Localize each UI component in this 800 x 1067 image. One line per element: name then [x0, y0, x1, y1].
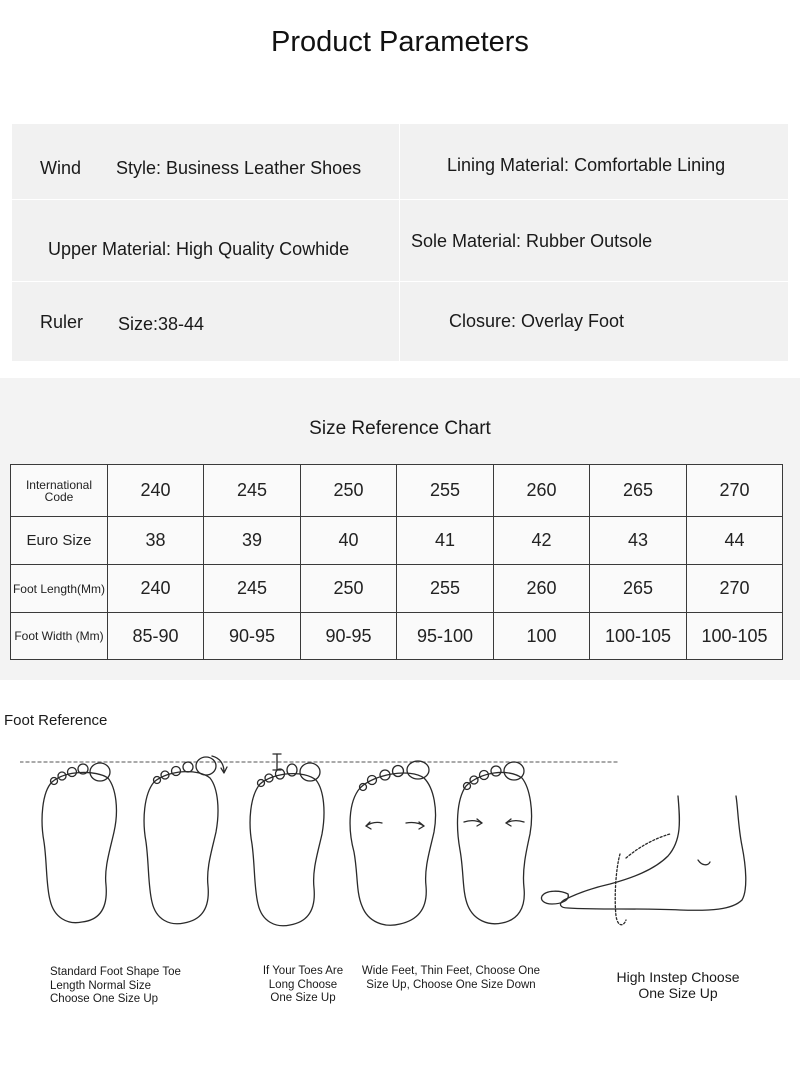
row-header: International Code: [11, 465, 108, 517]
foot-standard-icon: [42, 763, 116, 923]
table-row: [11, 565, 783, 613]
table-cell: 255: [397, 565, 494, 613]
foot-long-toe-icon: [144, 756, 227, 924]
foot-thin-icon: [458, 762, 532, 924]
page-title: Product Parameters: [271, 26, 529, 58]
table-cell: 41: [397, 517, 494, 565]
param-size: Size:38-44: [118, 314, 205, 334]
table-cell: 40: [301, 517, 397, 565]
table-cell: 90-95: [204, 613, 301, 660]
foot-high-instep-icon: [541, 796, 745, 925]
table-cell: 42: [494, 517, 590, 565]
table-cell: 265: [590, 465, 687, 517]
table-cell: 44: [687, 517, 783, 565]
table-cell: 260: [494, 565, 590, 613]
param-wind-label: Wind: [40, 158, 82, 178]
table-cell: 240: [108, 465, 204, 517]
foot-toes-long-icon: [250, 754, 324, 926]
param-lining-material: Lining Material: Comfortable Lining: [447, 155, 726, 175]
table-cell: 270: [687, 465, 783, 517]
column-divider: [399, 124, 400, 361]
row-divider: [12, 281, 788, 282]
table-row: [11, 517, 783, 565]
row-header: Foot Width (Mm): [11, 613, 108, 660]
param-closure: Closure: Overlay Foot: [449, 311, 625, 331]
product-parameters-panel: [12, 124, 788, 361]
table-row: [11, 465, 783, 517]
caption-wide-thin-feet: Wide Feet, Thin Feet, Choose One Size Up, Choose One Size Down: [361, 965, 541, 991]
table-cell: 95-100: [397, 613, 494, 660]
table-cell: 250: [301, 465, 397, 517]
param-style: Style: Business Leather Shoes: [116, 158, 362, 178]
row-header: Euro Size: [11, 517, 108, 565]
table-cell: 100-105: [687, 613, 783, 660]
caption-standard-foot: Standard Foot Shape Toe Length Normal Size Choose One Size Up: [50, 966, 181, 1005]
table-cell: 240: [108, 565, 204, 613]
caption-high-instep: High Instep Choose One Size Up: [616, 969, 740, 1001]
row-divider: [12, 199, 788, 200]
param-ruler-label: Ruler: [40, 312, 84, 332]
table-cell: 245: [204, 465, 301, 517]
table-cell: 38: [108, 517, 204, 565]
size-reference-table: [10, 464, 783, 660]
table-cell: 245: [204, 565, 301, 613]
table-cell: 270: [687, 565, 783, 613]
table-cell: 90-95: [301, 613, 397, 660]
table-cell: 85-90: [108, 613, 204, 660]
table-cell: 39: [204, 517, 301, 565]
table-cell: 265: [590, 565, 687, 613]
table-cell: 100-105: [590, 613, 687, 660]
table-cell: 250: [301, 565, 397, 613]
foot-illustrations: [20, 750, 760, 940]
foot-wide-icon: [350, 761, 435, 925]
param-upper-material: Upper Material: High Quality Cowhide: [48, 239, 350, 259]
table-cell: 255: [397, 465, 494, 517]
caption-long-toes: If Your Toes Are Long Choose One Size Up: [262, 965, 344, 1004]
param-sole-material: Sole Material: Rubber Outsole: [411, 231, 653, 251]
table-cell: 100: [494, 613, 590, 660]
table-cell: 260: [494, 465, 590, 517]
table-row: [11, 613, 783, 660]
foot-reference-label: Foot Reference: [4, 712, 108, 729]
size-chart-title: Size Reference Chart: [309, 418, 491, 439]
row-header: Foot Length(Mm): [11, 565, 108, 613]
table-cell: 43: [590, 517, 687, 565]
